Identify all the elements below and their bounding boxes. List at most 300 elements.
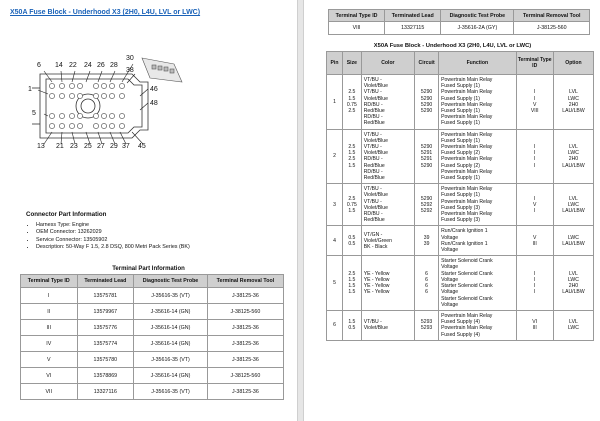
cell-line: I xyxy=(534,283,536,290)
cell-line: Violet/Blue xyxy=(363,325,388,332)
pin-cavity xyxy=(101,83,106,88)
table-cell: 13575774 xyxy=(77,336,134,352)
pin-label: 46 xyxy=(150,86,158,93)
cell-line: 5290 xyxy=(420,108,433,115)
cell-line: 6 xyxy=(425,289,429,296)
cell-line: VI xyxy=(532,319,538,326)
cell-line: Red/Blue xyxy=(363,217,385,224)
cell-line: I xyxy=(534,95,536,102)
pin-cavity xyxy=(93,123,98,128)
cell-line: I xyxy=(534,144,536,151)
terminal-info-table xyxy=(20,274,284,400)
cell-line: Fused Supply (4) xyxy=(441,331,480,338)
circuit-cell xyxy=(415,75,439,130)
cell-line: 5293 xyxy=(420,319,433,326)
cell-line: LVL xyxy=(569,89,578,96)
circuit-cell xyxy=(415,226,439,256)
cell-line: 2H0 xyxy=(568,283,579,290)
cell-line: RD/BU - xyxy=(363,156,383,163)
cell-line: 2H0 xyxy=(568,101,579,108)
table-row xyxy=(327,310,594,340)
cell-line: 0.75 xyxy=(346,201,357,208)
pin-label: 37 xyxy=(122,143,130,150)
cell-line: Starter Solenoid Crank xyxy=(441,270,493,277)
cell-line: 5290 xyxy=(420,144,433,151)
cell-line: Fused Supply (1) xyxy=(441,175,480,182)
pin-cavity xyxy=(77,93,82,98)
cell-line: VT/BU - xyxy=(363,198,382,205)
terminal-info-heading: Terminal Part Information xyxy=(112,266,185,272)
cell-line: 1.5 xyxy=(348,283,356,290)
cell-line: Powertrain Main Relay xyxy=(441,89,493,96)
table-cell: 13575781 xyxy=(77,288,134,304)
color-cell xyxy=(361,75,414,130)
pin-label: 6 xyxy=(37,62,41,69)
pin-label: 21 xyxy=(56,143,64,150)
cell-line: LAU/LBW xyxy=(562,207,585,214)
pin-label: 38 xyxy=(126,67,134,74)
circuit-cell xyxy=(415,310,439,340)
cell-line: 2.5 xyxy=(348,156,356,163)
function-cell xyxy=(439,256,516,311)
pin-label: 45 xyxy=(138,143,146,150)
cell-line: 5290 xyxy=(420,162,433,169)
option-cell xyxy=(553,129,593,184)
cell-line: 0.5 xyxy=(348,234,356,241)
cell-line: Voltage xyxy=(441,234,459,241)
table-cell: J-38125-36 xyxy=(207,320,283,336)
pin-label: 1 xyxy=(28,86,32,93)
table-cell: I xyxy=(21,288,78,304)
list-item: • Harness Type: Engine xyxy=(36,222,298,229)
cell-line: Violet/Blue xyxy=(363,83,388,90)
cell-line: Violet/Green xyxy=(363,237,392,244)
pin-cavity xyxy=(49,113,54,118)
column-header: Terminal Removal Tool xyxy=(514,10,590,22)
cell-line: LVL xyxy=(569,195,578,202)
table-cell: IV xyxy=(21,336,78,352)
cell-line: Fused Supply (1) xyxy=(441,137,480,144)
pin-label: 26 xyxy=(97,62,105,69)
cell-line: 5290 xyxy=(420,195,433,202)
column-header: Function xyxy=(439,52,516,75)
cell-line: VIII xyxy=(530,108,539,115)
connector-info-heading: Connector Part Information xyxy=(26,211,107,218)
column-header: Terminal Type ID xyxy=(21,275,78,288)
table-cell: J-38125-560 xyxy=(207,368,283,384)
pin-cavity xyxy=(101,93,106,98)
cell-line: YE - Yellow xyxy=(363,283,390,290)
column-header: Size xyxy=(343,52,362,75)
connector-diagram xyxy=(22,52,197,152)
cell-line: LWC xyxy=(567,234,579,241)
table-cell: J-38125-36 xyxy=(207,352,283,368)
cell-line: VT/BU - xyxy=(363,319,382,326)
color-cell xyxy=(361,184,414,226)
color-cell xyxy=(361,226,414,256)
cell-line: 6 xyxy=(425,270,429,277)
cell-line: VT/BU - xyxy=(363,144,382,151)
pin-cavity xyxy=(109,113,114,118)
cell-line: Powertrain Main Relay xyxy=(441,156,493,163)
table-row xyxy=(21,304,284,320)
pin-cavity xyxy=(49,123,54,128)
cell-line: Voltage xyxy=(441,247,459,254)
pin-cavity xyxy=(109,123,114,128)
cell-line: Powertrain Main Relay xyxy=(441,186,493,193)
list-item: • Description: 50-Way F 1.5, 2.8 DSQ, 800 Metri Pack Series (BK) xyxy=(36,244,298,251)
table-cell: J-38125-560 xyxy=(514,22,590,35)
cell-line: Fused Supply (1) xyxy=(441,83,480,90)
cell-line: I xyxy=(534,270,536,277)
cell-line: I xyxy=(534,89,536,96)
table-cell: V xyxy=(21,352,78,368)
table-row xyxy=(21,352,284,368)
pin-label: 14 xyxy=(55,62,63,69)
pin-cavity xyxy=(59,93,64,98)
pin-cell: 4 xyxy=(327,226,343,256)
table-row xyxy=(329,22,590,35)
table-cell: VII xyxy=(21,384,78,400)
circuit-cell xyxy=(415,184,439,226)
table-cell: J-35616-14 (GN) xyxy=(134,336,208,352)
cell-line: Fused Supply (1) xyxy=(441,192,480,199)
cell-line: LVL xyxy=(569,144,578,151)
list-item: • OEM Connector: 13262029 xyxy=(36,229,298,236)
cell-line: Starter Solenoid Crank xyxy=(441,258,493,265)
cell-line: Powertrain Main Relay xyxy=(441,131,493,138)
table-cell: VI xyxy=(21,368,78,384)
table-cell: J-35616-14 (GN) xyxy=(134,304,208,320)
right-page xyxy=(303,0,600,421)
list-item: • Service Connector: 13505902 xyxy=(36,237,298,244)
cell-line: Red/Blue xyxy=(363,120,385,127)
cell-line: 5290 xyxy=(420,89,433,96)
table-row xyxy=(21,384,284,400)
color-cell xyxy=(361,256,414,311)
pin-cell: 1 xyxy=(327,75,343,130)
cell-line: LAU/LBW xyxy=(562,289,585,296)
size-cell xyxy=(343,310,362,340)
left-page xyxy=(0,0,298,421)
table-row xyxy=(21,320,284,336)
cell-line: YE - Yellow xyxy=(363,270,390,277)
column-header: Circuit xyxy=(415,52,439,75)
cell-line: Powertrain Main Relay xyxy=(441,168,493,175)
pin-cavity xyxy=(109,93,114,98)
cell-line: Starter Solenoid Crank xyxy=(441,295,493,302)
size-cell xyxy=(343,75,362,130)
cell-line: I xyxy=(534,276,536,283)
option-cell xyxy=(553,310,593,340)
cell-line: LVL xyxy=(569,319,578,326)
column-header: Terminated Lead xyxy=(77,275,134,288)
cell-line: Voltage xyxy=(441,301,459,308)
cell-line: 6 xyxy=(425,276,429,283)
cell-line: 5293 xyxy=(420,325,433,332)
circuit-cell xyxy=(415,256,439,311)
cell-line: 5292 xyxy=(420,207,433,214)
column-header: Terminal Removal Tool xyxy=(207,275,283,288)
cell-line: RD/BU - xyxy=(363,101,383,108)
table-cell: J-35616-14 (GN) xyxy=(134,320,208,336)
table-cell: J-38125-560 xyxy=(207,304,283,320)
table-cell: 13578869 xyxy=(77,368,134,384)
pin-cavity xyxy=(119,83,124,88)
cell-line: I xyxy=(534,289,536,296)
pin-label: 30 xyxy=(126,55,134,62)
pin-cavity xyxy=(93,113,98,118)
function-cell xyxy=(439,129,516,184)
cell-line: Powertrain Main Relay xyxy=(441,325,493,332)
cell-line: VT/BU - xyxy=(363,77,382,83)
pin-label: 24 xyxy=(84,62,92,69)
pin-label: 22 xyxy=(69,62,77,69)
column-header: Color xyxy=(361,52,414,75)
column-header: Terminal Type ID xyxy=(329,10,385,22)
table-row xyxy=(21,288,284,304)
cell-line: 39 xyxy=(423,240,430,247)
cell-line: Fused Supply (2) xyxy=(441,150,480,157)
column-header: Terminated Lead xyxy=(385,10,441,22)
table-row xyxy=(327,129,594,184)
type-cell xyxy=(516,129,553,184)
table-cell: II xyxy=(21,304,78,320)
cell-line: Violet/Blue xyxy=(363,95,388,102)
option-cell xyxy=(553,184,593,226)
type-cell xyxy=(516,256,553,311)
cell-line: Violet/Blue xyxy=(363,150,388,157)
cell-line: Powertrain Main Relay xyxy=(441,211,493,218)
type-cell xyxy=(516,310,553,340)
pin-cavity xyxy=(93,93,98,98)
cell-line: LWC xyxy=(567,95,579,102)
table-cell: 13327116 xyxy=(77,384,134,400)
cell-line: Fused Supply (4) xyxy=(441,319,480,326)
size-cell xyxy=(343,256,362,311)
function-cell xyxy=(439,226,516,256)
pin-label: 5 xyxy=(32,110,36,117)
cell-line: YE - Yellow xyxy=(363,276,390,283)
table-cell: J-35616-14 (GN) xyxy=(134,368,208,384)
size-cell xyxy=(343,226,362,256)
pin-cavity xyxy=(109,83,114,88)
cell-line: 0.5 xyxy=(348,240,356,247)
pin-label: 27 xyxy=(97,143,105,150)
size-cell xyxy=(343,129,362,184)
cell-line: 5291 xyxy=(420,150,433,157)
cell-line: LAU/LBW xyxy=(562,240,585,247)
cell-line: I xyxy=(534,195,536,202)
cell-line: III xyxy=(532,325,537,332)
section-title-link[interactable]: X50A Fuse Block - Underhood X3 (2H0, L4U, LVL or LWC) xyxy=(10,9,201,16)
cell-line: 1.5 xyxy=(348,207,356,214)
cell-line: Powertrain Main Relay xyxy=(441,312,493,319)
cell-line: VT/BU - xyxy=(363,186,382,193)
column-header: Diagnostic Test Probe xyxy=(441,10,514,22)
table-cell: J-38125-36 xyxy=(207,384,283,400)
option-cell xyxy=(553,226,593,256)
cell-line: Powertrain Main Relay xyxy=(441,198,493,205)
pin-cavity xyxy=(93,83,98,88)
pin-cavity xyxy=(49,93,54,98)
cell-line: Fused Supply (3) xyxy=(441,204,480,211)
cell-line: Powertrain Main Relay xyxy=(441,77,493,83)
pin-cell: 6 xyxy=(327,310,343,340)
cell-line: Fused Supply (1) xyxy=(441,120,480,127)
pin-cavity xyxy=(69,93,74,98)
cell-line: III xyxy=(532,240,537,247)
cell-line: Powertrain Main Relay xyxy=(441,114,493,121)
table-cell: 13575776 xyxy=(77,320,134,336)
pin-label: 25 xyxy=(84,143,92,150)
cell-line: BK - Black xyxy=(363,243,388,250)
cell-line: Red/Blue xyxy=(363,162,385,169)
table-row xyxy=(327,75,594,130)
cell-line: I xyxy=(534,207,536,214)
type-cell xyxy=(516,75,553,130)
cell-line: I xyxy=(534,156,536,163)
cell-line: Powertrain Main Relay xyxy=(441,144,493,151)
pin-cavity xyxy=(101,113,106,118)
cell-line: VT/GN - xyxy=(363,231,383,238)
cell-line: I xyxy=(534,150,536,157)
table-row xyxy=(327,184,594,226)
cell-line: YE - Yellow xyxy=(363,289,390,296)
table-cell: J-35616-35 (VT) xyxy=(134,288,208,304)
cell-line: 2H0 xyxy=(568,156,579,163)
type-cell xyxy=(516,184,553,226)
pin-cavity xyxy=(119,93,124,98)
cell-line: Voltage xyxy=(441,264,459,271)
cell-line: 2.5 xyxy=(348,89,356,96)
cell-line: V xyxy=(533,201,537,208)
cell-line: 1.5 xyxy=(348,95,356,102)
cell-line: RD/BU - xyxy=(363,211,383,218)
table-cell: J-38125-36 xyxy=(207,336,283,352)
pinout-table xyxy=(326,51,594,341)
cell-line: 2.5 xyxy=(348,108,356,115)
cell-line: Fused Supply (2) xyxy=(441,162,480,169)
cell-line: Red/Blue xyxy=(363,108,385,115)
table-cell: 13575780 xyxy=(77,352,134,368)
pin-cavity xyxy=(119,113,124,118)
cell-line: 0.75 xyxy=(346,101,357,108)
pin-label: 29 xyxy=(110,143,118,150)
size-cell xyxy=(343,184,362,226)
cell-line: Powertrain Main Relay xyxy=(441,101,493,108)
table-cell: 13579967 xyxy=(77,304,134,320)
color-cell xyxy=(361,129,414,184)
pinout-title: X50A Fuse Block - Underhood X3 (2H0, L4U, LVL or LWC) xyxy=(373,43,532,49)
column-header: Terminal Type ID xyxy=(516,52,553,75)
connector-info-list xyxy=(28,222,298,251)
cell-line: LWC xyxy=(567,150,579,157)
pin-cavity xyxy=(77,113,82,118)
cell-line: Violet/Blue xyxy=(363,204,388,211)
pin-cavity xyxy=(59,83,64,88)
pin-cell: 3 xyxy=(327,184,343,226)
table-cell: 13327115 xyxy=(385,22,441,35)
cell-line: 0.5 xyxy=(348,325,356,332)
cell-line: 1.5 xyxy=(348,319,356,326)
cell-line: Run/Crank Ignition 1 xyxy=(441,240,488,247)
cell-line: Fused Supply (3) xyxy=(441,217,480,224)
cell-line: 2.5 xyxy=(348,195,356,202)
cell-line: LAU/LBW xyxy=(562,162,585,169)
cell-line: VT/BU - xyxy=(363,89,382,96)
cell-line: RD/BU - xyxy=(363,114,383,121)
cell-line: VT/BU - xyxy=(363,131,382,138)
color-cell xyxy=(361,310,414,340)
pin-cavity xyxy=(101,123,106,128)
pin-cavity xyxy=(69,123,74,128)
pin-cavity xyxy=(59,113,64,118)
pin-label: 28 xyxy=(110,62,118,69)
pin-cavity xyxy=(69,83,74,88)
cell-line: Violet/Blue xyxy=(363,192,388,199)
table-row xyxy=(327,226,594,256)
pin-cavity xyxy=(49,83,54,88)
cell-line: RD/BU - xyxy=(363,168,383,175)
cell-line: Violet/Blue xyxy=(363,137,388,144)
cell-line: V xyxy=(533,101,537,108)
function-cell xyxy=(439,184,516,226)
column-header: Option xyxy=(553,52,593,75)
table-row xyxy=(21,368,284,384)
column-header: Diagnostic Test Probe xyxy=(134,275,208,288)
cell-line: V xyxy=(533,234,537,241)
cell-line: LAU/LBW xyxy=(562,108,585,115)
cell-line: Run/Crank Ignition 1 xyxy=(441,228,488,235)
cell-line: Fused Supply (1) xyxy=(441,108,480,115)
pin-label: 23 xyxy=(70,143,78,150)
cell-line: Fused Supply (1) xyxy=(441,95,480,102)
pin-cavity xyxy=(119,123,124,128)
table-cell: J-35616-2A (GY) xyxy=(441,22,514,35)
cell-line: I xyxy=(534,162,536,169)
table-cell: J-35616-35 (VT) xyxy=(134,352,208,368)
table-row xyxy=(21,336,284,352)
table-cell: VIII xyxy=(329,22,385,35)
cell-line: LWC xyxy=(567,276,579,283)
pin-cavity xyxy=(69,113,74,118)
cell-line: 5290 xyxy=(420,95,433,102)
option-cell xyxy=(553,75,593,130)
pin-label: 48 xyxy=(150,100,158,107)
terminal-top-table xyxy=(328,9,590,35)
pin-cell: 5 xyxy=(327,256,343,311)
function-cell xyxy=(439,75,516,130)
cell-line: 2.5 xyxy=(348,270,356,277)
column-header: Pin xyxy=(327,52,343,75)
cell-line: Voltage xyxy=(441,276,459,283)
table-cell: III xyxy=(21,320,78,336)
cell-line: 2.5 xyxy=(348,144,356,151)
pin-cavity xyxy=(77,83,82,88)
cell-line: LWC xyxy=(567,201,579,208)
cell-line: 1.5 xyxy=(348,276,356,283)
table-row xyxy=(327,256,594,311)
cell-line: Voltage xyxy=(441,289,459,296)
table-cell: J-35616-35 (VT) xyxy=(134,384,208,400)
cell-line: 5290 xyxy=(420,101,433,108)
cell-line: LWC xyxy=(567,325,579,332)
pin-cell: 2 xyxy=(327,129,343,184)
option-cell xyxy=(553,256,593,311)
pin-label: 13 xyxy=(37,143,45,150)
cell-line: 5292 xyxy=(420,201,433,208)
